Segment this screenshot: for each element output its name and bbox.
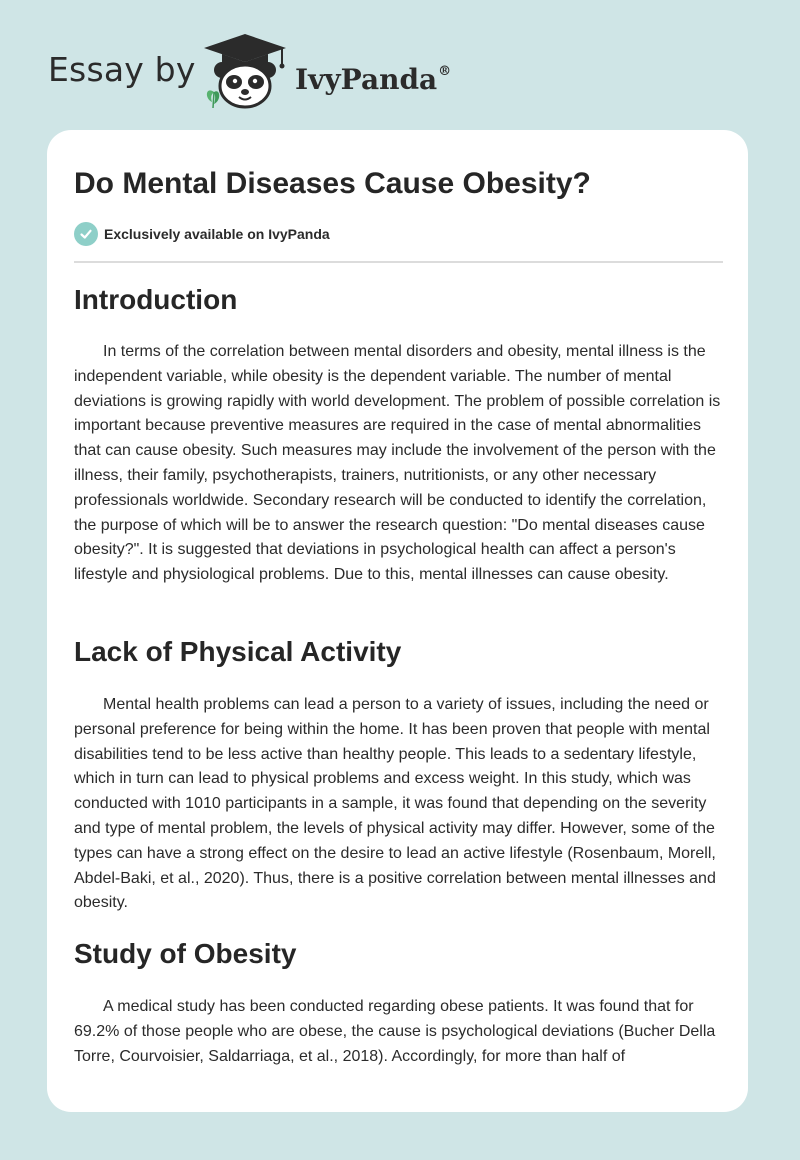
panda-graduate-icon[interactable] [200, 30, 290, 110]
section-heading: Study of Obesity [74, 938, 297, 969]
brand-prefix: Essay by [48, 50, 196, 89]
site-header [0, 0, 800, 130]
section-heading: Introduction [74, 284, 238, 315]
brand-wordmark: IvyPanda [295, 63, 438, 96]
exclusive-badge-text: Exclusively available on IvyPanda [104, 226, 330, 242]
section-paragraph: Mental health problems can lead a person to a variety of issues, including the need or personal preference for being within the home. It has been proven that people with mental disabilities tend to be less active than healthy people. This leads to a sedentary lifestyle, which in turn can lead to physical problems and excess weight. In this study, which was conducted with 1010 participants in a sample, it was found that depending on the severity and type of mental problem, the levels of physical activity may differ. However, some of the types can have a strong effect on the desire to lead an active lifestyle (Rosenbaum, Morell, Abdel-Baki, et al., 2020). Thus, there is a positive correlation between mental illnesses and obesity. [74, 696, 716, 912]
section-physical-activity [74, 635, 723, 916]
section-paragraph: In terms of the correlation between mental disorders and obesity, mental illness is the independent variable, while obesity is the dependent variable. The number of mental deviations is growing rapidly with world development. The problem of possible correlation is important because preventive measures are required in the case of mental abnormalities that can cause obesity. Such measures may include the involvement of the person with the illness, their family, psychotherapists, trainers, nutritionists, or any other necessary professionals worldwide. Secondary research will be conducted to identify the correlation, the purpose of which will be to answer the research question: "Do mental diseases cause obesity?". It is suggested that deviations in psychological health can affect a person's lifestyle and physiological problems. Due to this, mental illnesses can cause obesity. [74, 343, 721, 584]
registered-mark: ® [438, 64, 452, 79]
essay-card [47, 130, 748, 1112]
brand-name [295, 52, 451, 100]
essay-title: Do Mental Diseases Cause Obesity? [74, 167, 591, 200]
title-divider [74, 261, 723, 263]
exclusive-badge [74, 221, 330, 247]
section-study-of-obesity [74, 937, 723, 1069]
check-circle-icon [74, 222, 98, 246]
section-paragraph: A medical study has been conducted regarding obese patients. It was found that for 69.2% of those people who are obese, the cause is psychological deviations (Bucher Della Torre, Courvoisier, Saldarriaga, et al., 2018). Accordingly, for more than half of [74, 998, 716, 1065]
section-introduction [74, 283, 723, 588]
section-heading: Lack of Physical Activity [74, 636, 402, 667]
